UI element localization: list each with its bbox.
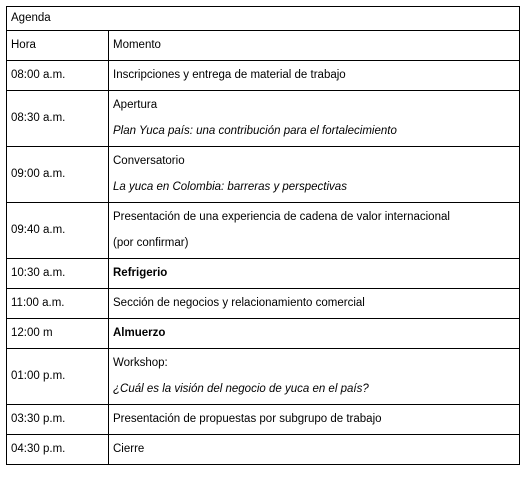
row-time: 09:40 a.m. bbox=[7, 203, 109, 259]
table-row bbox=[7, 349, 520, 405]
row-moment-cell bbox=[109, 349, 520, 405]
agenda-title: Agenda bbox=[7, 7, 520, 31]
table-row bbox=[7, 405, 520, 435]
agenda-table bbox=[6, 6, 520, 465]
row-moment-cell bbox=[109, 91, 520, 147]
row-moment: Sección de negocios y relacionamiento comercial bbox=[109, 289, 520, 319]
table-row bbox=[7, 319, 520, 349]
row-time: 12:00 m bbox=[7, 319, 109, 349]
row-time: 11:00 a.m. bbox=[7, 289, 109, 319]
row-moment-detail: La yuca en Colombia: barreras y perspectivas bbox=[113, 181, 347, 193]
row-time: 10:30 a.m. bbox=[7, 259, 109, 289]
agenda-title-row bbox=[7, 7, 520, 31]
table-row bbox=[7, 289, 520, 319]
row-moment: Presentación de propuestas por subgrupo de trabajo bbox=[109, 405, 520, 435]
table-row bbox=[7, 435, 520, 465]
row-moment: Presentación de una experiencia de cadena de valor internacional bbox=[113, 211, 450, 223]
header-row bbox=[7, 31, 520, 61]
table-row bbox=[7, 61, 520, 91]
row-moment: Workshop: bbox=[113, 357, 168, 369]
row-time: 03:30 p.m. bbox=[7, 405, 109, 435]
table-row bbox=[7, 147, 520, 203]
row-moment: Inscripciones y entrega de material de trabajo bbox=[109, 61, 520, 91]
header-hora: Hora bbox=[7, 31, 109, 61]
row-moment: Refrigerio bbox=[109, 259, 520, 289]
table-row bbox=[7, 259, 520, 289]
row-moment-cell bbox=[109, 147, 520, 203]
row-moment-cell bbox=[109, 203, 520, 259]
row-time: 08:30 a.m. bbox=[7, 91, 109, 147]
row-moment: Cierre bbox=[109, 435, 520, 465]
row-moment-detail: Plan Yuca país: una contribución para el fortalecimiento bbox=[113, 125, 397, 137]
row-moment: Conversatorio bbox=[113, 155, 185, 167]
row-time: 01:00 p.m. bbox=[7, 349, 109, 405]
row-moment-detail: (por confirmar) bbox=[113, 237, 189, 249]
row-moment: Apertura bbox=[113, 99, 158, 111]
row-moment: Almuerzo bbox=[109, 319, 520, 349]
header-momento: Momento bbox=[109, 31, 520, 61]
row-moment-detail: ¿Cuál es la visión del negocio de yuca en el país? bbox=[113, 383, 369, 395]
table-row bbox=[7, 91, 520, 147]
table-row bbox=[7, 203, 520, 259]
row-time: 08:00 a.m. bbox=[7, 61, 109, 91]
row-time: 04:30 p.m. bbox=[7, 435, 109, 465]
row-time: 09:00 a.m. bbox=[7, 147, 109, 203]
